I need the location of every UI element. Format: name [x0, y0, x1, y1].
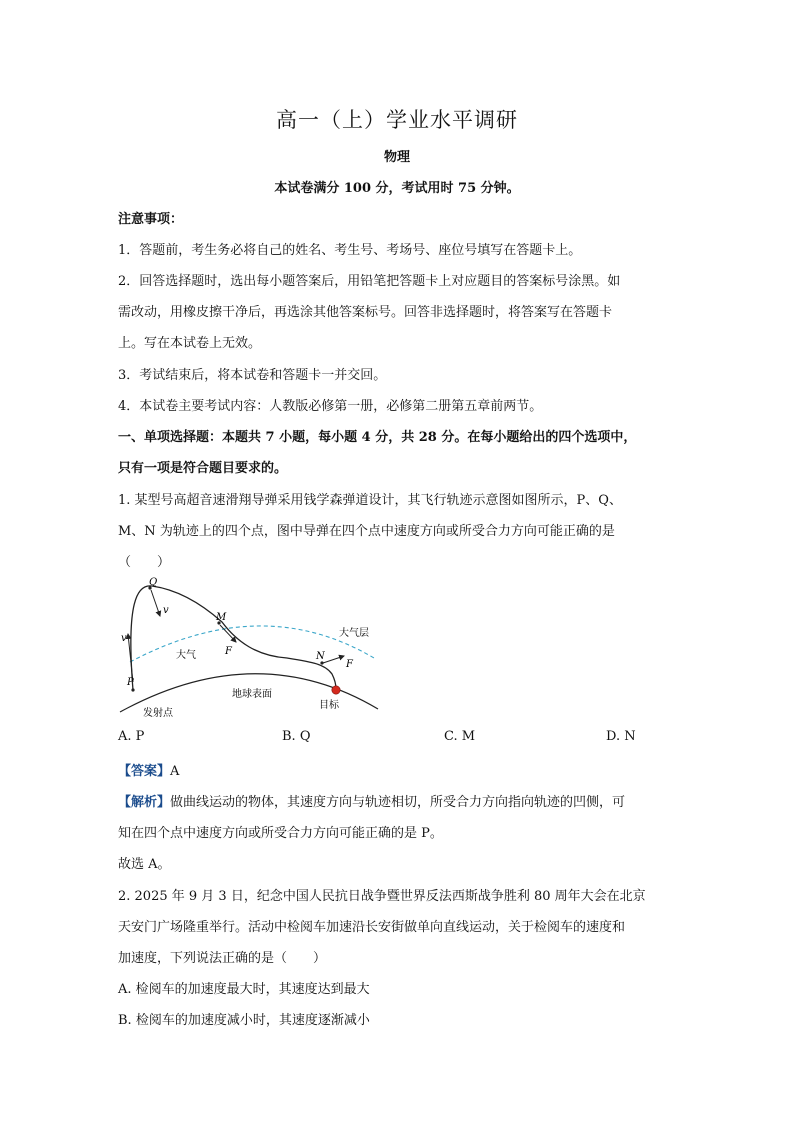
q1-option-b: B. Q: [282, 729, 311, 744]
analysis-tag: 【解析】: [118, 795, 171, 810]
force-arrow-n: [323, 656, 344, 663]
label-launch-point: 发射点: [143, 708, 173, 719]
section-heading-line-2: 只有一项是符合题目要求的。: [118, 461, 288, 476]
point-p: [131, 688, 134, 691]
label-p: P: [127, 677, 134, 688]
q1-stem-line-3: （ ）: [118, 555, 171, 570]
label-m: M: [216, 612, 227, 623]
answer-tag: 【答案】: [118, 764, 171, 779]
q1-option-a: A. P: [118, 729, 145, 744]
label-target: 目标: [319, 700, 339, 711]
q2-stem-line-1: 2. 2025 年 9 月 3 日，纪念中国人民抗日战争暨世界反法西斯战争胜利 80 周年大会在北京: [118, 889, 646, 904]
velocity-arrow-q: [151, 590, 160, 616]
q1-analysis-line-2: 知在四个点中速度方向或所受合力方向可能正确的是 P。: [118, 826, 443, 841]
atmosphere-boundary: [130, 626, 374, 662]
label-q: Q: [149, 577, 158, 588]
notice-item-1: 1．答题前，考生务必将自己的姓名、考生号、考场号、座位号填写在答题卡上。: [118, 243, 582, 258]
q1-answer: [118, 760, 678, 779]
label-f-n: F: [346, 659, 353, 670]
notice-item-3: 3．考试结束后，将本试卷和答题卡一并交回。: [118, 368, 387, 383]
label-v-q: v: [163, 605, 169, 616]
label-atmosphere-layer: 大气层: [339, 628, 369, 639]
q2-stem-line-3: 加速度，下列说法正确的是（ ）: [118, 951, 327, 966]
q2-stem-line-2: 天安门广场隆重举行。活动中检阅车加速沿长安街做单向直线运动，关于检阅车的速度和: [118, 920, 626, 935]
answer-value: A: [170, 764, 180, 779]
label-earth-surface: 地球表面: [232, 689, 272, 700]
notice-item-4: 4．本试卷主要考试内容：人教版必修第一册，必修第二册第五章前两节。: [118, 399, 543, 414]
q1-stem-line-1: 1. 某型号高超音速滑翔导弹采用钱学森弹道设计，其飞行轨迹示意图如图所示，P、Q、: [118, 493, 622, 508]
notice-heading: 注意事项：: [118, 212, 184, 227]
notice-item-2-line-2: 需改动，用橡皮擦干净后，再选涂其他答案标号。回答非选择题时，将答案写在答题卡: [118, 305, 613, 320]
trajectory-figure: [112, 572, 387, 722]
q1-conclusion: 故选 A。: [118, 857, 171, 872]
analysis-text-1: 做曲线运动的物体，其速度方向与轨迹相切，所受合力方向指向轨迹的凹侧，可: [170, 795, 626, 810]
exam-info: 本试卷满分 100 分，考试用时 75 分钟。: [274, 181, 520, 196]
label-v-p: v: [121, 633, 127, 644]
q1-option-d: D. N: [606, 729, 636, 744]
q2-option-a: A. 检阅车的加速度最大时，其速度达到最大: [118, 982, 370, 997]
section-heading-line-1: 一、单项选择题：本题共 7 小题，每小题 4 分，共 28 分。在每小题给出的四个选项中，: [118, 430, 637, 445]
label-atmosphere: 大气: [176, 650, 196, 661]
subject-heading: 物理: [383, 150, 410, 165]
page-title: 高一（上）学业水平调研: [276, 108, 518, 132]
notice-item-2-line-3: 上。写在本试卷上无效。: [118, 336, 262, 351]
q1-stem-line-2: M、N 为轨迹上的四个点，图中导弹在四个点中速度方向或所受合力方向可能正确的是: [118, 524, 615, 539]
q2-option-b: B. 检阅车的加速度减小时，其速度逐渐减小: [118, 1013, 370, 1028]
label-n: N: [316, 651, 325, 662]
force-arrow-m: [220, 625, 236, 642]
target-dot: [332, 686, 340, 694]
q1-option-c: C. M: [444, 729, 476, 744]
notice-item-2-line-1: 2．回答选择题时，选出每小题答案后，用铅笔把答题卡上对应题目的答案标号涂黑。如: [118, 274, 621, 289]
q1-analysis-line-1: [118, 791, 678, 810]
label-f-m: F: [225, 646, 232, 657]
